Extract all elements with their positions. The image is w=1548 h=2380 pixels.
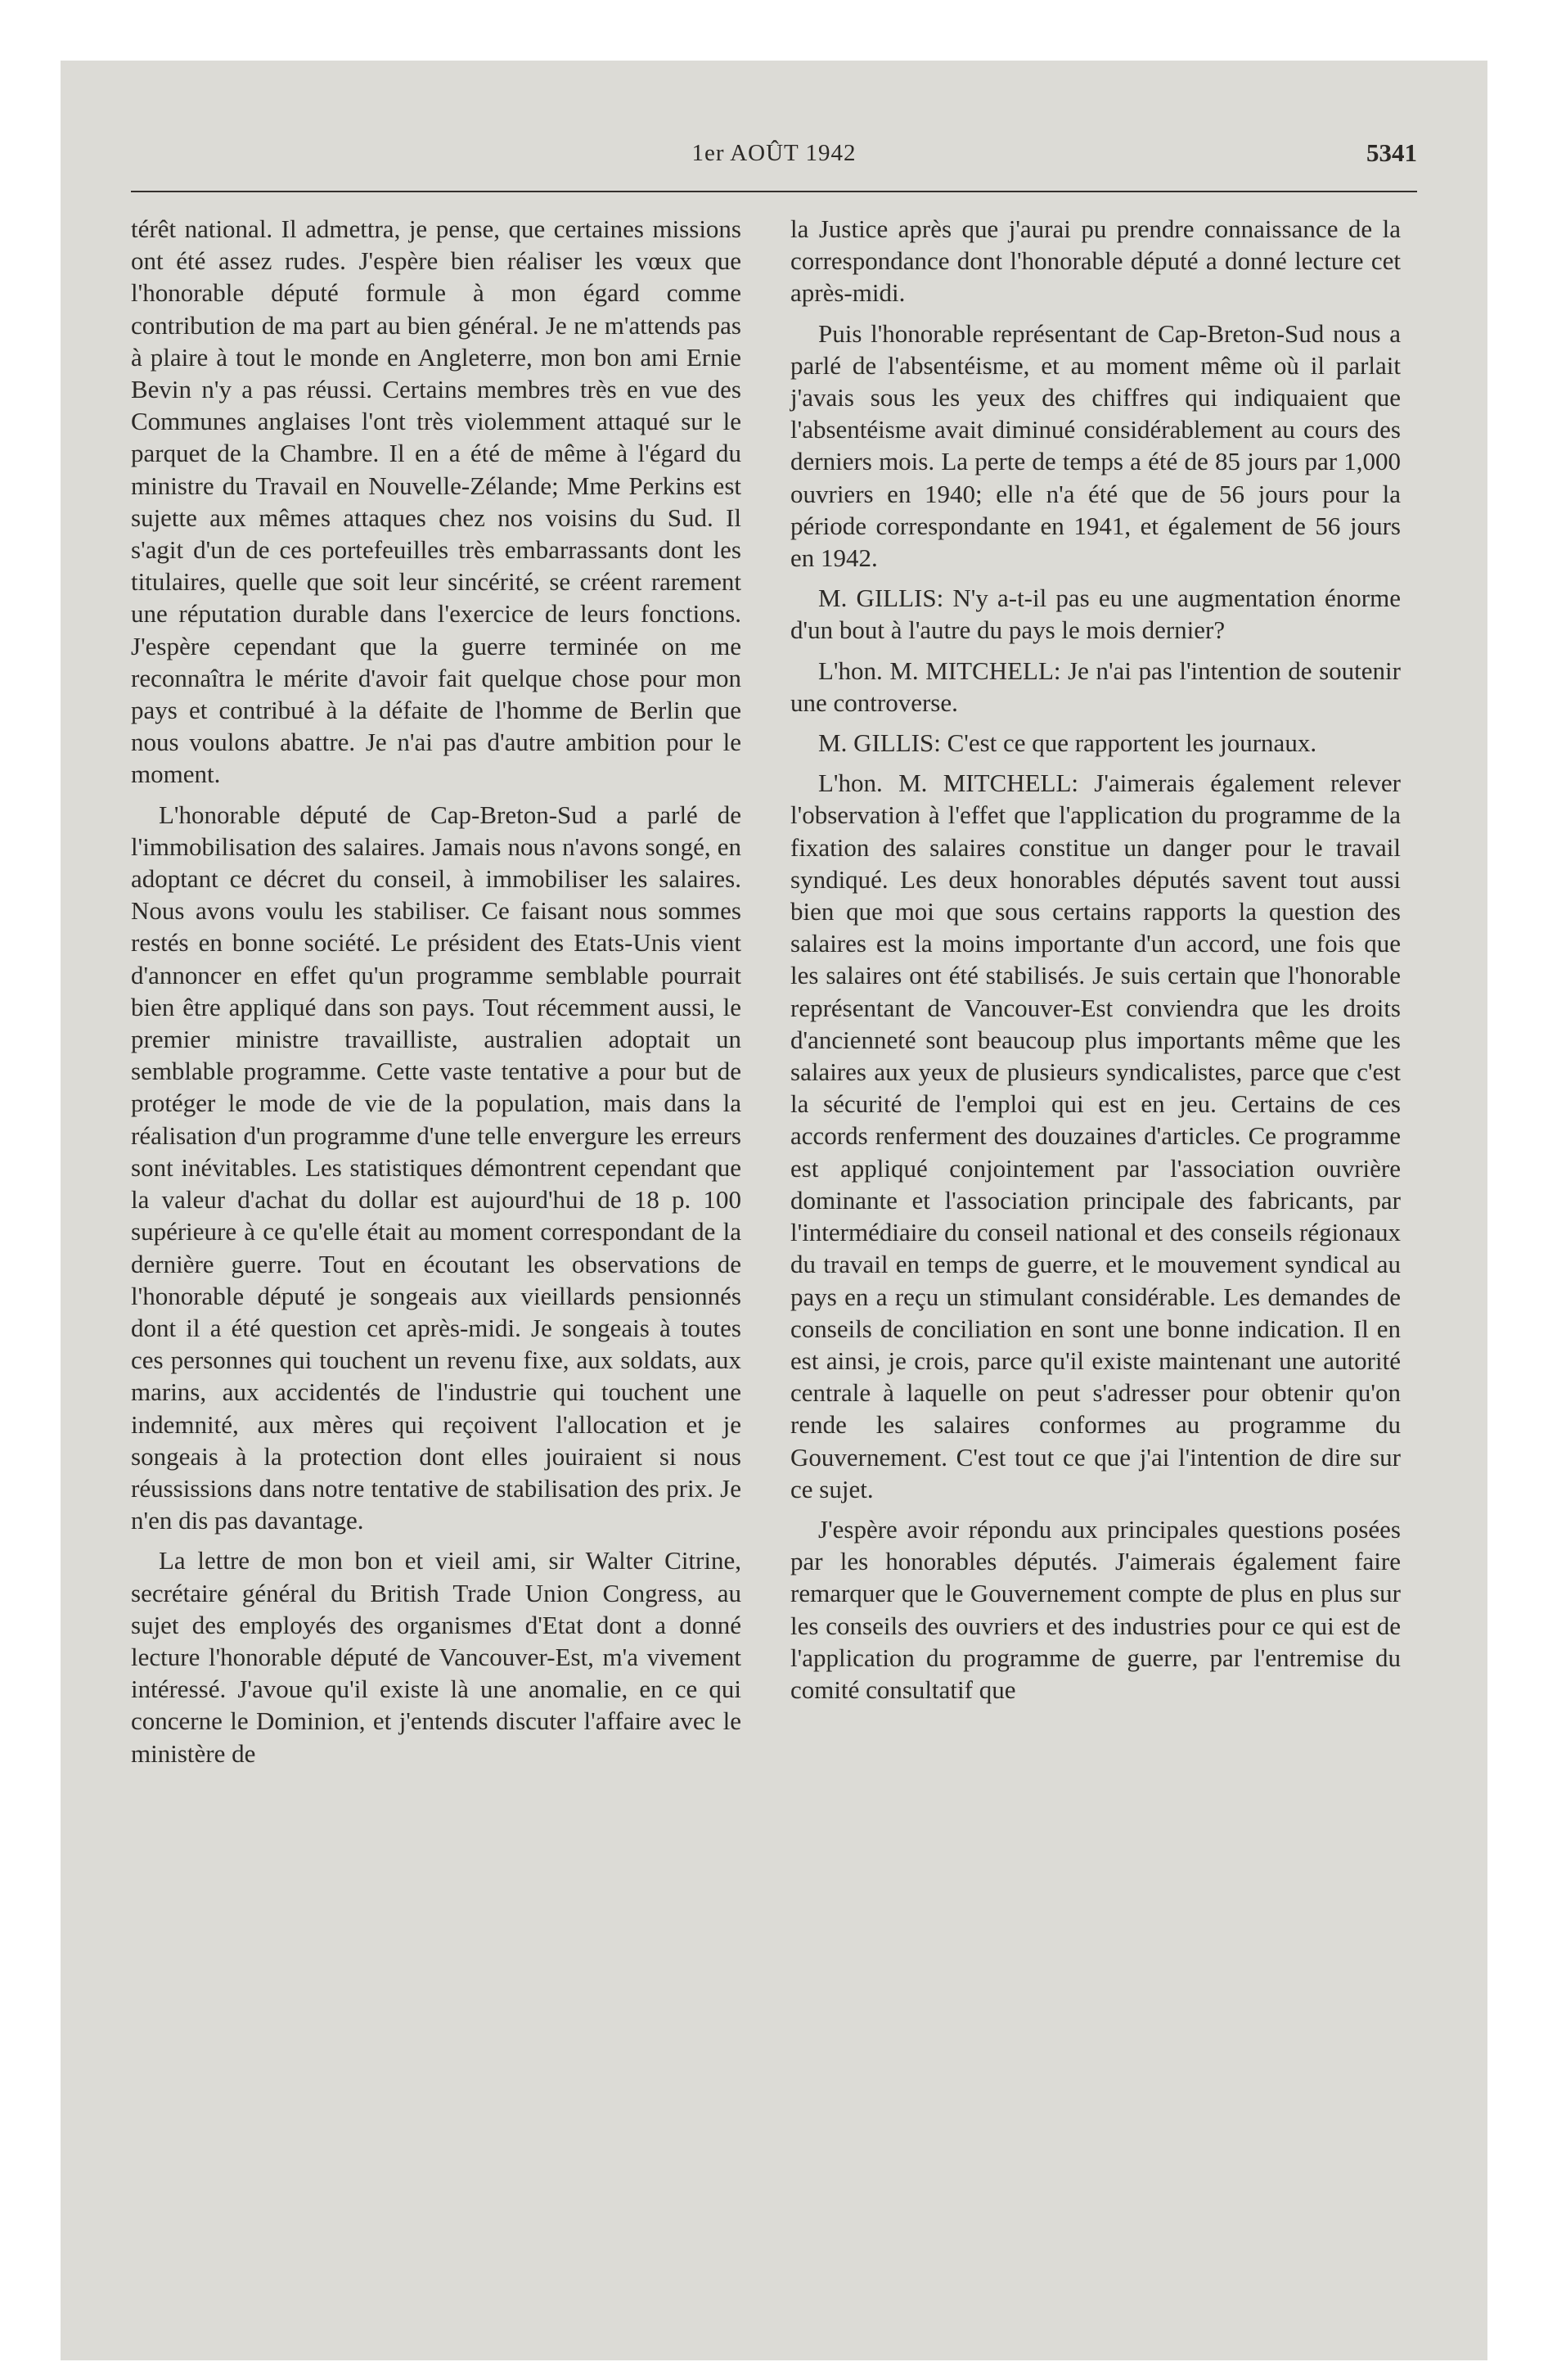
paragraph: M. GILLIS: C'est ce que rapportent les journaux. (818, 728, 1317, 758)
header-rule (131, 191, 1417, 192)
paragraph: Puis l'honorable représentant de Cap-Breton-Sud nous a parlé de l'absentéisme, et au moment même où il parlait j'avais sous les yeux des chiffres qui indiquaient que l'absentéisme avait diminué considérablement au cours des derniers mois. La perte de temps a été de 85 jours par 1,000 ouvriers en 1940; elle n'a été que de 56 jours pour la période correspondante en 1941, et également de 56 jours en 1942. (790, 318, 1401, 573)
paragraph: J'espère avoir répondu aux principales questions posées par les honorables députés. J'aimerais également faire remarquer que le Gouvernement compte de plus en plus sur les conseils des ouvriers et des industries pour ce qui est de l'application du programme de guerre, par l'entremise du comité consultatif que (790, 1514, 1401, 1704)
paragraph: térêt national. Il admettra, je pense, que certaines missions ont été assez rudes. J'espère bien réaliser les vœux que l'honorable député formule à mon égard comme contribution de ma part au bien général. Je ne m'attends pas à plaire à tout le monde en Angleterre, mon bon ami Ernie Bevin n'y a pas réussi. Certains membres très en vue des Communes anglaises l'ont très violemment attaqué sur le parquet de la Chambre. Il en a été de même à l'égard du ministre du Travail en Nouvelle-Zélande; Mme Perkins est sujette aux mêmes attaques chez nos voisins du Sud. Il s'agit d'un de ces portefeuilles très embarrassants dont les titulaires, quelle que soit leur sincérité, se créent rarement une réputation durable dans l'exercice de leurs fonctions. J'espère cependant que la guerre terminée on me reconnaîtra le mérite d'avoir fait quelque chose pour mon pays et contribué à la défaite de l'homme de Berlin que nous voulons abattre. Je n'ai pas d'autre ambition pour le moment. (131, 214, 741, 789)
header-date: 1er AOÛT 1942 (691, 140, 857, 166)
paragraph: L'honorable député de Cap-Breton-Sud a parlé de l'immobilisation des salaires. Jamais nous n'avons songé, en adoptant ce décret du conseil, à immobiliser les salaires. Nous avons voulu les stabiliser. Ce faisant nous sommes restés en bonne société. Le président des Etats-Unis vient d'annoncer en effet qu'un programme semblable pourrait bien être appliqué dans son pays. Tout récemment aussi, le premier ministre travailliste, australien adoptait un semblable programme. Cette vaste tentative a pour but de protéger le mode de vie de la population, mais dans la réalisation d'un programme d'une telle envergure les erreurs sont inévitables. Les statistiques démontrent cependant que la valeur d'achat du dollar est aujourd'hui de 18 p. 100 supérieure à ce qu'elle était au moment correspondant de la dernière guerre. Tout en écoutant les observations de l'honorable député je songeais aux vieillards pensionnés dont il a été question cet après-midi. Je songeais à toutes ces personnes qui touchent un revenu fixe, aux soldats, aux marins, aux accidentés de l'industrie qui touchent une indemnité, aux mères qui reçoivent l'allocation et je songeais à la protection dont elles jouiraient si nous réussissions dans notre tentative de stabilisation des prix. Je n'en dis pas davantage. (131, 800, 741, 1535)
paragraph: M. GILLIS: N'y a-t-il pas eu une augmentation énorme d'un bout à l'autre du pays le mois dernier? (790, 584, 1401, 645)
paragraph: L'hon. M. MITCHELL: Je n'ai pas l'intention de soutenir une controverse. (790, 656, 1401, 717)
page-number: 5341 (1366, 138, 1417, 167)
paragraph: La lettre de mon bon et vieil ami, sir Walter Citrine, secrétaire général du British Trade Union Congress, au sujet des employés des organismes d'Etat dont a donné lecture l'honorable député de Vancouver-Est, m'a vivement intéressé. J'avoue qu'il existe là une anomalie, en ce qui concerne le Dominion, et j'entends discuter l'affaire avec le ministère de (131, 1546, 741, 1768)
right-column (790, 213, 1401, 1714)
running-head (131, 135, 1417, 184)
paragraph: L'hon. M. MITCHELL: J'aimerais également relever l'observation à l'effet que l'application du programme de la fixation des salaires constitue un danger pour le travail syndiqué. Les deux honorables députés savent tout aussi bien que moi que sous certains rapports la question des salaires est la moins importante d'un accord, une fois que les salaires ont été stabilisés. Je suis certain que l'honorable représentant de Vancouver-Est conviendra que les droits d'ancienneté sont beaucoup plus importants même que les salaires aux yeux de plusieurs syndicalistes, parce que c'est la sécurité de l'emploi qui est en jeu. Certains de ces accords renferment des douzaines d'articles. Ce programme est appliqué conjointement par l'association ouvrière dominante et l'association principale des fabricants, par l'intermédiaire du conseil national et des conseils régionaux du travail en temps de guerre, et le mouvement syndical au pays en a reçu un stimulant considérable. Les demandes de conseils de conciliation en sont une bonne indication. Il en est ainsi, je crois, parce qu'il existe maintenant une autorité centrale à laquelle on peut s'adresser pour obtenir qu'on rende les salaires conformes au programme du Gouvernement. C'est tout ce que j'ai l'intention de dire sur ce sujet. (790, 769, 1401, 1503)
left-column (131, 213, 741, 1778)
paragraph: la Justice après que j'aurai pu prendre connaissance de la correspondance dont l'honorable député a donné lecture cet après-midi. (790, 214, 1401, 308)
